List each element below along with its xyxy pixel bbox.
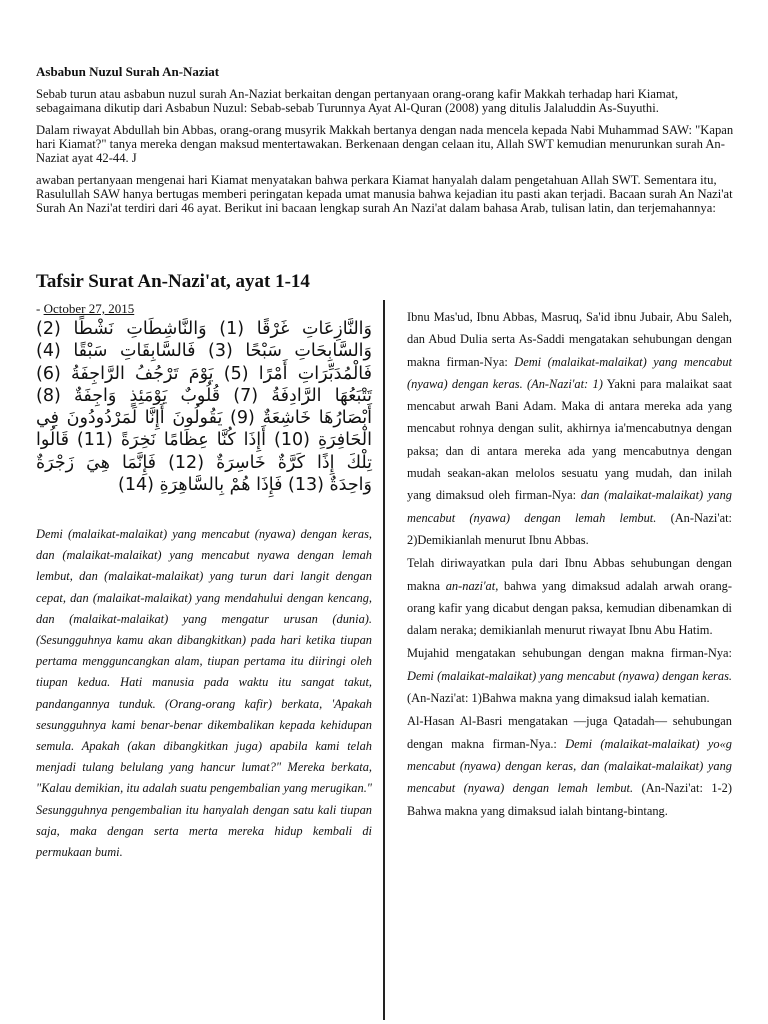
intro-paragraph-3: awaban pertanyaan mengenai hari Kiamat menyatakan bahwa perkara Kiamat hanyalah dalam pengetahuan Allah SWT. Sementara itu, Rasulullah SAW hanya bertugas memberi peringatan kepada umat manusia bahwa kejadian itu pasti akan terjadi. Bacaan surah An Nazi'at Surah An Nazi'at terdiri dari 46 ayat. Berikut ini bacaan lengkap surah An Nazi'at dalam bahasa Arab, tulisan latin, dan terjemahannya: (36, 173, 733, 215)
text-run: (An-Nazi'at: 2)Demikianlah menurut Ibnu Abbas. (407, 510, 732, 547)
intro-paragraph-1: Sebab turun atau asbabun nuzul surah An-Naziat berkaitan dengan pertanyaan orang-orang kafir Makkah terhadap hari Kiamat, sebagaimana dikutip dari Asbabun Nuzul: Sebab-sebab Turunnya Ayat Al-Quran (2008) yang ditulis Jalaluddin As-Suyuthi. (36, 87, 679, 115)
post-date-link[interactable]: October 27, 2015 (43, 301, 135, 316)
post-date-line (36, 301, 134, 316)
tafsir-title: Tafsir Surat An-Nazi'at, ayat 1-14 (36, 271, 310, 292)
column-divider (383, 300, 385, 1020)
section-title: Asbabun Nuzul Surah An-Naziat (36, 64, 220, 79)
commentary-paragraph-2 (407, 552, 732, 641)
text-run: (An-Nazi'at: 1)Bahwa makna yang dimaksud ialah kematian. (407, 691, 710, 706)
quoted-term: an-nazi'at (445, 578, 496, 593)
quoted-verse: Demi (malaikat-malaikat) yang mencabut (nyawa) dengan keras. (An-Nazi'at: 1) (407, 354, 732, 391)
arabic-verses: وَالنَّازِعَاتِ غَرْقًا (1) وَالنَّاشِطَاتِ نَشْطًا (2) وَالسَّابِحَاتِ سَبْحًا (3) فَالسَّابِقَاتِ سَبْقًا (4) فَالْمُدَبِّرَاتِ أَمْرًا (5) يَوْمَ تَرْجُفُ الرَّاجِفَةُ (6) تَتْبَعُهَا الرَّادِفَةُ (7) قُلُوبٌ يَوْمَئِذٍ وَاجِفَةٌ (8) أَبْصَارُهَا خَاشِعَةٌ (9) يَقُولُونَ أَإِنَّا لَمَرْدُودُونَ فِي الْحَافِرَةِ (10) أَإِذَا كُنَّا عِظَامًا نَخِرَةً (11) قَالُوا تِلْكَ إِذًا كَرَّةٌ خَاسِرَةٌ (12) فَإِنَّمَا هِيَ زَجْرَةٌ وَاحِدَةٌ (13) فَإِذَا هُمْ بِالسَّاهِرَةِ (14) (36, 319, 373, 496)
verse-translation: Demi (malaikat-malaikat) yang mencabut (nyawa) dengan keras, dan (malaikat-malaikat) yang mencabut nyawa dengan lemah lembut, dan (malaikat-malaikat) yang turun dari langit dengan cepat, dan (malaikat-malaikat) yang mendahului dengan kencang, dan (malaikat-malaikat) yang mengatur urusan (dunia). (Sesungguhnya kamu akan dibangkitkan) pada hari ketika tiupan pertama mengguncangkan alam, tiupan pertama itu diiringi oleh tiupan kedua. Hati manusia pada waktu itu sangat takut, pandangannya tunduk. (Orang-orang kafir) berkata, 'Apakah sesungguhnya kami benar-benar dikembalikan kepada kehidupan semula. Apakah (akan dibangkitkan juga) apabila kami telah menjadi tulang belulang yang hancur lumat?" Mereka berkata, "Kalau demikian, itu adalah suatu pengembalian yang merugikan." Sesungguhnya pengembalian itu hanyalah dengan satu kali tiupan saja, maka dengan serta merta mereka hidup kembali di permukaan bumi. (36, 527, 372, 860)
text-run: , bahwa yang dimaksud adalah arwah orang-orang kafir yang dicabut dengan paksa, kemudian dibenamkan di dalam neraka; demikianlah menurut riwayat Ibnu Abu Hatim. (407, 578, 732, 638)
date-prefix: - (36, 301, 44, 316)
text-run: Telah diriwayatkan pula dari Ibnu Abbas sehubungan dengan makna (407, 556, 732, 593)
asbabun-nuzul-section (36, 64, 736, 223)
quoted-verse: Demi (malaikat-malaikat) yang mencabut (nyawa) dengan keras. (407, 668, 732, 683)
commentary-paragraph-3 (407, 642, 732, 709)
text-run: Ibnu Mas'ud, Ibnu Abbas, Masruq, Sa'id ibnu Jubair, Abu Saleh, dan Abud Dulia serta As-Saddi mengatakan sehubungan dengan makna firman-Nya: (407, 310, 732, 369)
intro-paragraph-2: Dalam riwayat Abdullah bin Abbas, orang-orang musyrik Makkah bertanya dengan nada mencela kepada Nabi Muhammad SAW: "Kapan hari Kiamat?" tanya mereka dengan maksud mentertawakan. Berkenaan dengan celaan itu, Allah SWT kemudian menurunkan surah An-Naziat ayat 42-44. J (36, 123, 734, 165)
text-run: Yakni para malaikat saat mencabut arwah Bani Adam. Maka di antara mereka ada yang mencabut rohnya dengan sulit, akhirnya ia'mencabutnya dengan paksa; dan di antara mereka ada yang mencabutnya dengan mudah seakan-akan melolos sesuatu yang mudah, dan inilah yang dimaksud oleh firman-Nya: (407, 376, 732, 503)
text-run: (An-Nazi'at: 1-2) Bahwa makna yang dimaksud ialah bintang-bintang. (407, 781, 732, 818)
tafsir-commentary-column (407, 306, 732, 823)
commentary-paragraph-4 (407, 710, 732, 821)
text-run: Al-Hasan Al-Basri mengatakan —juga Qatadah— sehubungan dengan makna firman-Nya.: (407, 714, 732, 751)
text-run: Mujahid mengatakan sehubungan dengan makna firman-Nya: (407, 646, 732, 661)
quoted-verse: Demi (malaikat-malaikat) yo«g mencabut (nyawa) dengan keras, dan (malaikat-malaikat) yang mencabut (nyawa) dengan lemah lembut. (407, 736, 732, 796)
quoted-verse: dan (malaikat-malaikat) yang mencabut (nyawa) dengan lemah lembut. (407, 488, 732, 525)
commentary-paragraph-1 (407, 306, 732, 551)
